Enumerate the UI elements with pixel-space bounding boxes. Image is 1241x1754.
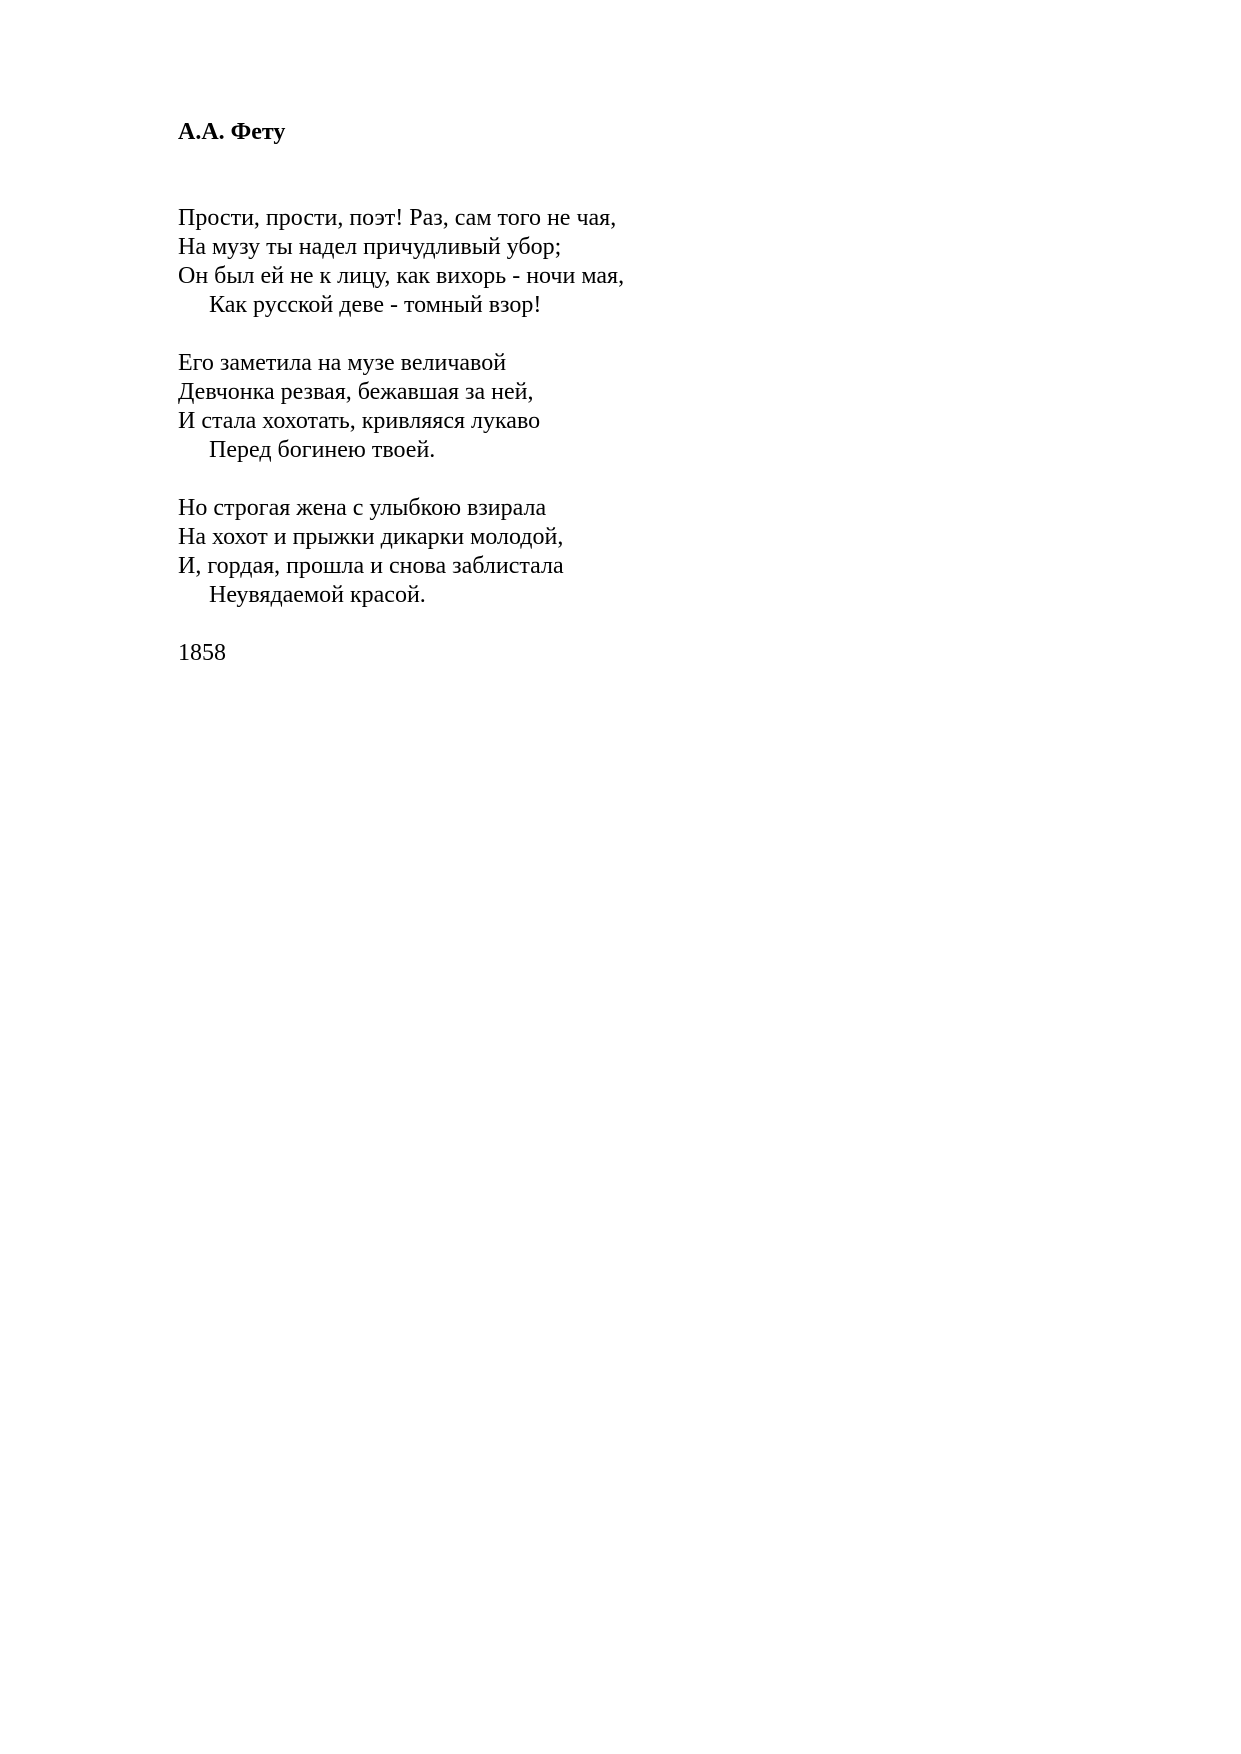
stanza-2 — [178, 349, 1078, 465]
poem-line: Но строгая жена с улыбкою взирала — [178, 495, 547, 521]
poem-line: Его заметила на музе величавой — [178, 350, 507, 376]
poem-line: На музу ты надел причудливый убор; — [178, 234, 562, 260]
poem-title: А.А. Фету — [178, 119, 286, 145]
stanza-1 — [178, 204, 1078, 320]
stanza-3 — [178, 494, 1078, 610]
poem-line: Девчонка резвая, бежавшая за ней, — [178, 379, 534, 405]
poem-line: И, гордая, прошла и снова заблистала — [178, 553, 564, 579]
document-content — [178, 116, 1078, 668]
poem-body — [178, 204, 1078, 668]
poem-line: И стала хохотать, кривляяся лукаво — [178, 408, 541, 434]
poem-line: На хохот и прыжки дикарки молодой, — [178, 524, 564, 550]
poem-line-indented: Как русской деве - томный взор! — [209, 292, 542, 318]
poem-line: Прости, прости, поэт! Раз, сам того не чая, — [178, 205, 617, 231]
poem-date: 1858 — [178, 640, 226, 666]
poem-line-indented: Неувядаемой красой. — [209, 582, 426, 608]
poem-line-indented: Перед богинею твоей. — [209, 437, 436, 463]
poem-line: Он был ей не к лицу, как вихорь - ночи мая, — [178, 263, 625, 289]
